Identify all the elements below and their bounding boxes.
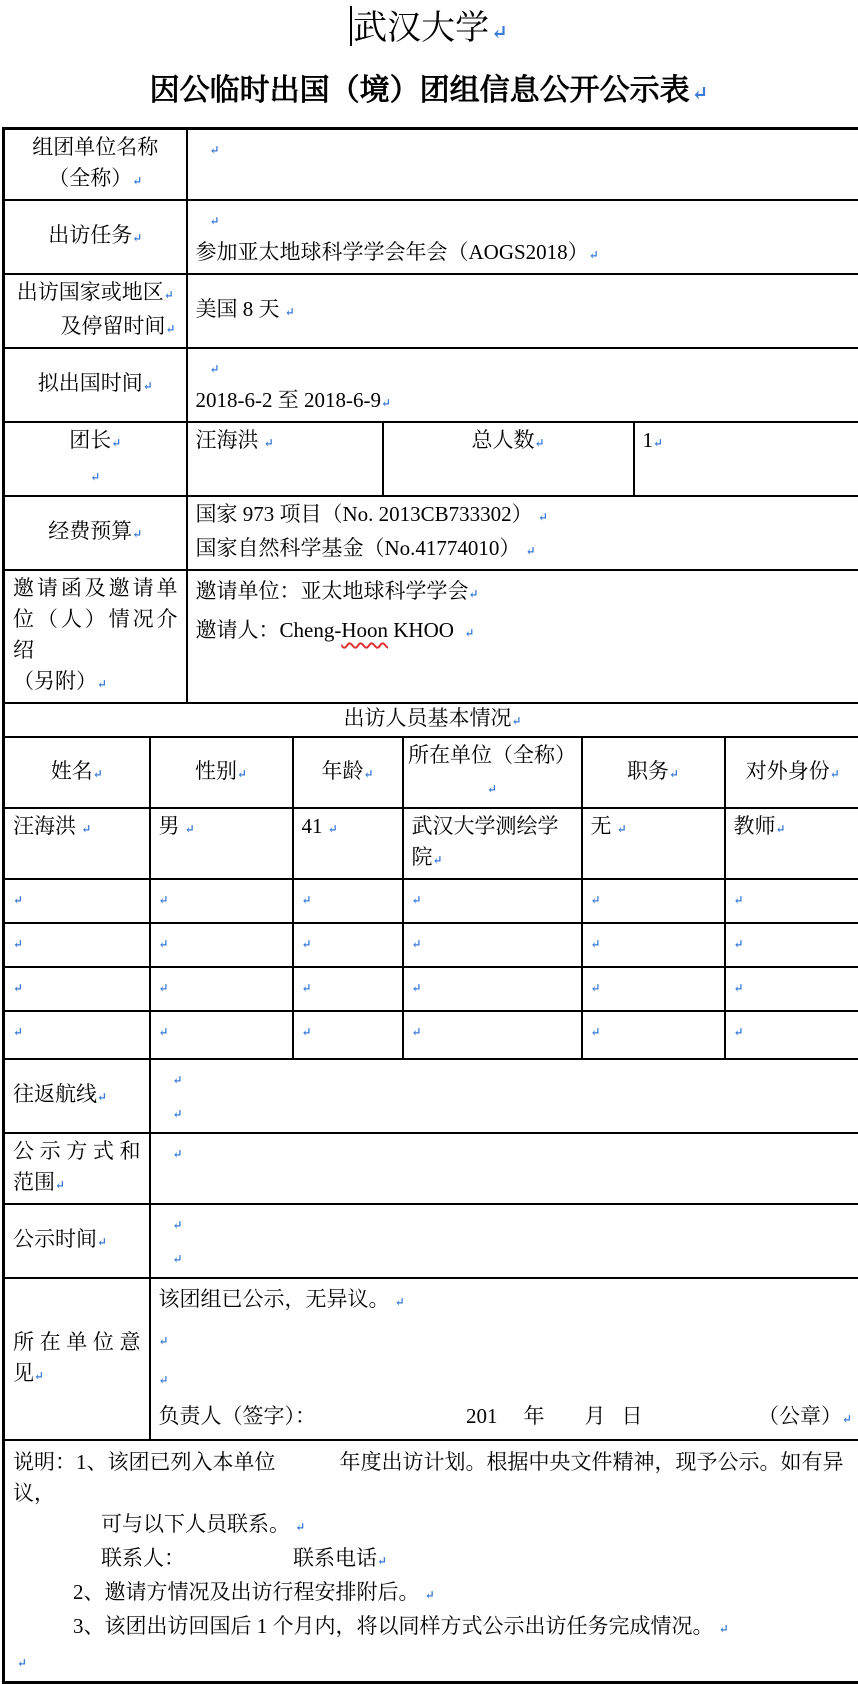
budget-value-cell[interactable] <box>187 496 858 570</box>
cell-mark-icon: ↵ <box>328 822 338 836</box>
row-destination <box>4 274 858 348</box>
invitation-value-cell[interactable] <box>187 570 858 703</box>
empty-cell[interactable] <box>403 1011 582 1059</box>
cell-mark-icon: ↵ <box>734 981 744 995</box>
document-title <box>0 6 858 56</box>
cell-mark-icon: ↵ <box>842 1401 852 1437</box>
notes-line4: 2、邀请方情况及出访行程安排附后。 <box>73 1580 420 1604</box>
invitation-label-cell[interactable] <box>4 570 187 703</box>
cell-mark-icon: ↵ <box>534 436 544 450</box>
empty-cell[interactable] <box>150 1011 293 1059</box>
row-mission <box>4 200 858 274</box>
travel-time-value: 2018-6-2 至 2018-6-9 <box>196 388 381 412</box>
personnel-age-cell[interactable]: 41 ↵ <box>293 808 403 879</box>
cell-mark-icon: ↵ <box>173 1073 183 1087</box>
cell-mark-icon: ↵ <box>159 981 169 995</box>
row-notes <box>4 1440 858 1683</box>
cell-mark-icon: ↵ <box>487 782 497 796</box>
total-count-label-cell[interactable] <box>383 422 634 496</box>
cell-mark-icon: ↵ <box>97 1235 107 1249</box>
destination-label-line1: 出访国家或地区 <box>17 280 164 304</box>
empty-cell[interactable] <box>150 923 293 967</box>
cell-mark-icon: ↵ <box>132 174 142 188</box>
empty-cell[interactable] <box>4 879 150 923</box>
leader-label-cell[interactable] <box>4 422 187 496</box>
route-label-cell[interactable] <box>4 1059 150 1133</box>
invitation-person-suffix: KHOO <box>388 618 454 642</box>
cell-mark-icon: ↵ <box>93 767 103 781</box>
cell-mark-icon: ↵ <box>433 853 443 867</box>
empty-cell[interactable] <box>150 879 293 923</box>
personnel-name-cell[interactable]: 汪海洪 ↵ <box>4 808 150 879</box>
mission-value-cell[interactable] <box>187 200 858 274</box>
invitation-label-line2: 位（人）情况介绍 <box>13 604 178 666</box>
cell-mark-icon: ↵ <box>13 937 23 951</box>
cell-mark-icon: ↵ <box>143 379 153 393</box>
route-label: 往返航线 <box>13 1082 97 1106</box>
empty-cell[interactable] <box>150 967 293 1011</box>
publicity-time-label-cell[interactable] <box>4 1204 150 1278</box>
cell-mark-icon: ↵ <box>469 587 479 601</box>
notes-cell[interactable] <box>4 1440 858 1683</box>
cell-mark-icon: ↵ <box>591 1025 601 1039</box>
cell-mark-icon: ↵ <box>377 1554 387 1568</box>
text-cursor <box>350 6 352 46</box>
empty-cell[interactable] <box>582 1011 725 1059</box>
group-unit-label-line2: （全称） <box>48 166 132 190</box>
cell-mark-icon: ↵ <box>55 1178 65 1192</box>
notes-line5: 3、该团出访回国后 1 个月内，将以同样方式公示出访任务完成情况。 <box>73 1614 714 1638</box>
empty-cell[interactable] <box>293 1011 403 1059</box>
cell-mark-icon: ↵ <box>412 893 422 907</box>
notes-line3-contact: 联系人： <box>101 1546 185 1570</box>
empty-cell[interactable] <box>725 967 858 1011</box>
personnel-row-1 <box>4 808 858 879</box>
row-publicity-method <box>4 1133 858 1204</box>
cell-mark-icon: ↵ <box>511 714 521 728</box>
route-value-cell[interactable] <box>150 1059 858 1133</box>
unit-opinion-label-line2: 见 <box>13 1361 34 1385</box>
cell-mark-icon: ↵ <box>159 1334 169 1348</box>
personnel-row-empty <box>4 879 858 923</box>
personnel-header-external-identity[interactable]: 对外身份↵ <box>725 737 858 808</box>
cell-mark-icon: ↵ <box>285 305 295 319</box>
sign-year-char: 年 <box>524 1398 545 1434</box>
row-invitation <box>4 570 858 703</box>
cell-mark-icon: ↵ <box>363 767 373 781</box>
cell-mark-icon: ↵ <box>302 937 312 951</box>
empty-cell[interactable] <box>4 1011 150 1059</box>
group-unit-label-cell[interactable] <box>4 129 187 201</box>
unit-opinion-label-line1: 所在单位意 <box>13 1327 141 1358</box>
seal-label: （公章） <box>758 1398 842 1434</box>
mission-label: 出访任务 <box>48 223 132 247</box>
cell-mark-icon: ↵ <box>302 893 312 907</box>
empty-cell[interactable] <box>725 879 858 923</box>
cell-mark-icon: ↵ <box>302 1025 312 1039</box>
travel-time-value-cell[interactable] <box>187 348 858 422</box>
personnel-row-empty <box>4 1011 858 1059</box>
total-count-value: 1 <box>643 428 654 452</box>
cell-mark-icon: ↵ <box>425 1588 435 1602</box>
row-personnel-section <box>4 703 858 737</box>
cell-mark-icon: ↵ <box>412 937 422 951</box>
leader-label: 团长 <box>69 428 111 452</box>
cell-mark-icon: ↵ <box>591 893 601 907</box>
cell-mark-icon: ↵ <box>132 527 142 541</box>
cell-mark-icon: ↵ <box>13 1025 23 1039</box>
publicity-method-label-line2: 范围 <box>13 1170 55 1194</box>
empty-cell[interactable] <box>293 879 403 923</box>
destination-value-cell[interactable] <box>187 274 858 348</box>
cell-mark-icon: ↵ <box>295 1520 305 1534</box>
cell-mark-icon: ↵ <box>165 322 175 336</box>
personnel-gender-cell[interactable]: 男 ↵ <box>150 808 293 879</box>
cell-mark-icon: ↵ <box>653 436 663 450</box>
cell-mark-icon: ↵ <box>210 143 220 157</box>
cell-mark-icon: ↵ <box>395 1295 405 1309</box>
cell-mark-icon: ↵ <box>719 1622 729 1636</box>
cell-mark-icon: ↵ <box>159 937 169 951</box>
cell-mark-icon: ↵ <box>734 1025 744 1039</box>
row-unit-opinion <box>4 1278 858 1440</box>
row-personnel-headers <box>4 737 858 808</box>
travel-time-label: 拟出国时间 <box>38 371 143 395</box>
publicity-time-label: 公示时间 <box>13 1227 97 1251</box>
row-route <box>4 1059 858 1133</box>
row-budget <box>4 496 858 570</box>
paragraph-mark-icon: ↵ <box>491 22 508 44</box>
cell-mark-icon: ↵ <box>97 677 107 691</box>
total-count-label: 总人数 <box>471 428 534 452</box>
sign-label: 负责人（签字）： <box>159 1398 317 1434</box>
row-publicity-time <box>4 1204 858 1278</box>
row-leader <box>4 422 858 496</box>
notes-line1-part2: 年度出访计划。根据中央文件精神，现予公示。如有异议， <box>13 1450 844 1505</box>
publicity-time-value-cell[interactable] <box>150 1204 858 1278</box>
cell-mark-icon: ↵ <box>412 981 422 995</box>
leader-name-cell[interactable] <box>187 422 383 496</box>
cell-mark-icon: ↵ <box>464 626 474 640</box>
empty-cell[interactable] <box>4 923 150 967</box>
empty-cell[interactable] <box>293 923 403 967</box>
document-subtitle <box>0 70 858 115</box>
cell-mark-icon: ↵ <box>412 1025 422 1039</box>
cell-mark-icon: ↵ <box>210 214 220 228</box>
mission-value: 参加亚太地球科学学会年会（AOGS2018） <box>196 240 589 264</box>
unit-opinion-label-cell[interactable] <box>4 1278 150 1440</box>
travel-time-label-cell[interactable] <box>4 348 187 422</box>
cell-mark-icon: ↵ <box>173 1252 183 1266</box>
cell-mark-icon: ↵ <box>185 822 195 836</box>
cell-mark-icon: ↵ <box>159 893 169 907</box>
empty-cell[interactable] <box>725 923 858 967</box>
personnel-header-gender[interactable]: 性别↵ <box>150 737 293 808</box>
cell-mark-icon: ↵ <box>617 822 627 836</box>
publicity-method-value-cell[interactable] <box>150 1133 858 1204</box>
cell-mark-icon: ↵ <box>538 510 548 524</box>
invitation-person-prefix: 邀请人：Cheng- <box>196 618 342 642</box>
cell-mark-icon: ↵ <box>17 1656 27 1670</box>
cell-mark-icon: ↵ <box>776 822 786 836</box>
budget-line2: 国家自然科学基金（No.41774010） <box>196 536 521 560</box>
personnel-header-age[interactable]: 年龄↵ <box>293 737 403 808</box>
cell-mark-icon: ↵ <box>210 362 220 376</box>
group-unit-value-cell[interactable] <box>187 129 858 201</box>
personnel-header-name[interactable]: 姓名↵ <box>4 737 150 808</box>
sign-month-char: 月 <box>585 1398 606 1434</box>
cell-mark-icon: ↵ <box>97 1090 107 1104</box>
empty-cell[interactable] <box>582 923 725 967</box>
empty-cell[interactable] <box>403 879 582 923</box>
cell-mark-icon: ↵ <box>669 767 679 781</box>
destination-value: 美国 8 天 <box>196 297 280 321</box>
document-subtitle-text: 因公临时出国（境）团组信息公开公示表 <box>150 74 690 107</box>
personnel-header-position[interactable]: 职务↵ <box>582 737 725 808</box>
cell-mark-icon: ↵ <box>734 893 744 907</box>
cell-mark-icon: ↵ <box>589 248 599 262</box>
cell-mark-icon: ↵ <box>264 436 274 450</box>
row-group-unit <box>4 129 858 201</box>
leader-name: 汪海洪 <box>196 428 259 452</box>
cell-mark-icon: ↵ <box>591 981 601 995</box>
sign-day-char: 日 <box>622 1398 643 1434</box>
invitation-unit-line: 邀请单位：亚太地球科学学会 <box>196 579 469 603</box>
publicity-method-label-line1: 公示方式和 <box>13 1136 141 1167</box>
empty-cell[interactable] <box>293 967 403 1011</box>
invitation-label-line3: （另附） <box>13 669 97 693</box>
cell-mark-icon: ↵ <box>159 1373 169 1387</box>
cell-mark-icon: ↵ <box>302 981 312 995</box>
budget-label-cell[interactable] <box>4 496 187 570</box>
group-unit-label-line1: 组团单位名称 <box>13 132 178 163</box>
notes-line2: 可与以下人员联系。 <box>101 1512 290 1536</box>
personnel-row-empty <box>4 923 858 967</box>
personnel-section-title: 出访人员基本情况 <box>343 706 511 730</box>
cell-mark-icon: ↵ <box>90 470 100 484</box>
paragraph-mark-icon: ↵ <box>692 83 709 105</box>
cell-mark-icon: ↵ <box>159 1025 169 1039</box>
empty-cell[interactable] <box>4 967 150 1011</box>
notes-line3-phone: 联系电话 <box>293 1546 377 1570</box>
destination-label-cell[interactable] <box>4 274 187 348</box>
document-title-text: 武汉大学 <box>353 10 489 47</box>
personnel-header-unit[interactable]: 所在单位（全称）↵ <box>403 737 582 808</box>
cell-mark-icon: ↵ <box>734 937 744 951</box>
invitation-person-misspelled: Hoon <box>341 618 388 642</box>
budget-label: 经费预算 <box>48 519 132 543</box>
notes-line1-part1: 说明：1、该团已列入本单位 <box>13 1450 276 1474</box>
empty-cell[interactable] <box>582 967 725 1011</box>
empty-cell[interactable] <box>582 879 725 923</box>
cell-mark-icon: ↵ <box>173 1218 183 1232</box>
empty-cell[interactable] <box>403 923 582 967</box>
cell-mark-icon: ↵ <box>526 544 536 558</box>
unit-opinion-value-cell[interactable] <box>150 1278 858 1440</box>
total-count-value-cell[interactable] <box>634 422 858 496</box>
cell-mark-icon: ↵ <box>111 436 121 450</box>
cell-mark-icon: ↵ <box>13 893 23 907</box>
publicity-method-label-cell[interactable] <box>4 1133 150 1204</box>
row-travel-time <box>4 348 858 422</box>
mission-label-cell[interactable] <box>4 200 187 274</box>
personnel-external-identity-cell[interactable]: 教师↵ <box>725 808 858 879</box>
sign-year-prefix: 201 <box>466 1398 498 1434</box>
personnel-position-cell[interactable]: 无 ↵ <box>582 808 725 879</box>
cell-mark-icon: ↵ <box>34 1369 44 1383</box>
empty-cell[interactable] <box>725 1011 858 1059</box>
cell-mark-icon: ↵ <box>13 981 23 995</box>
invitation-label-line1: 邀请函及邀请单 <box>13 573 178 604</box>
cell-mark-icon: ↵ <box>173 1107 183 1121</box>
cell-mark-icon: ↵ <box>830 767 840 781</box>
cell-mark-icon: ↵ <box>591 937 601 951</box>
cell-mark-icon: ↵ <box>381 396 391 410</box>
budget-line1: 国家 973 项目（No. 2013CB733302） <box>196 502 533 526</box>
personnel-row-empty <box>4 967 858 1011</box>
unit-opinion-statement: 该团组已公示，无异议。 <box>159 1287 390 1311</box>
empty-cell[interactable] <box>403 967 582 1011</box>
personnel-section-title-cell[interactable] <box>4 703 858 737</box>
personnel-unit-cell[interactable]: 武汉大学测绘学院↵ <box>403 808 582 879</box>
cell-mark-icon: ↵ <box>81 822 91 836</box>
cell-mark-icon: ↵ <box>164 288 174 302</box>
destination-label-line2: 及停留时间 <box>60 314 165 338</box>
form-table <box>2 127 858 1684</box>
cell-mark-icon: ↵ <box>237 767 247 781</box>
cell-mark-icon: ↵ <box>173 1147 183 1161</box>
cell-mark-icon: ↵ <box>132 231 142 245</box>
